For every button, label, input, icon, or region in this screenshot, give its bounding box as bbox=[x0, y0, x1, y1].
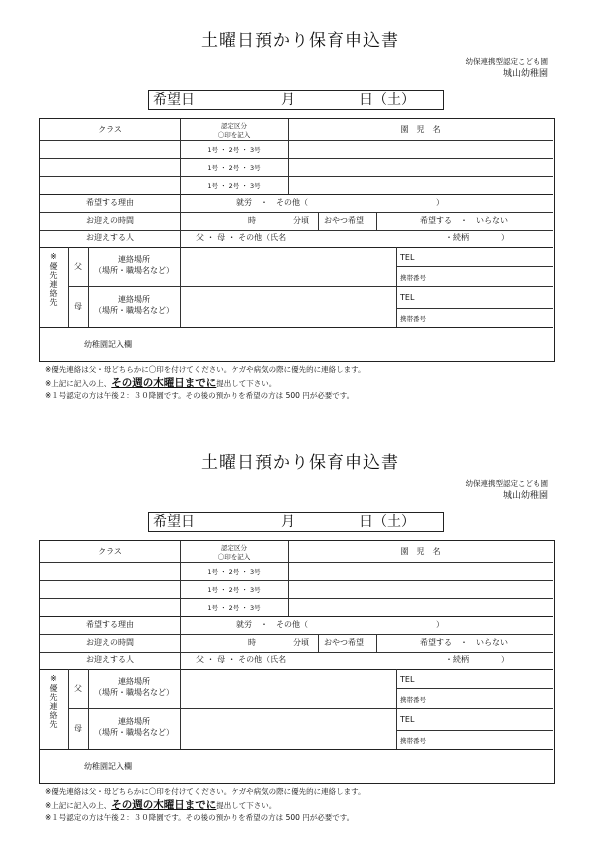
father-label[interactable]: 父 bbox=[74, 684, 82, 693]
cert-header-2: 〇印を記入 bbox=[217, 131, 251, 139]
form-title: 土曜日預かり保育申込書 bbox=[201, 31, 399, 51]
reason-options[interactable]: 就労 ・ その他（ ） bbox=[236, 620, 444, 629]
application-form-1 bbox=[0, 8, 600, 423]
cert-header-2: 〇印を記入 bbox=[217, 553, 251, 561]
day-label: 日（土） bbox=[359, 92, 415, 108]
father-contact-place-2: （場所・職場名など） bbox=[94, 688, 174, 697]
pickup-person-options[interactable]: 父 ・ 母 ・ その他（氏名 bbox=[196, 655, 287, 664]
application-form-2 bbox=[0, 430, 600, 845]
note-2-deadline: その週の木曜日までに bbox=[111, 798, 217, 811]
cert-header-1: 認定区分 bbox=[221, 122, 247, 130]
snack-label: おやつ希望 bbox=[324, 216, 364, 225]
cert-option-1[interactable]: 1号 ・ 2号 ・ 3号 bbox=[207, 568, 261, 576]
notes bbox=[45, 786, 366, 825]
reason-label: 希望する理由 bbox=[86, 198, 134, 207]
hour-label: 時 bbox=[248, 638, 256, 647]
pickup-time-label: お迎えの時間 bbox=[86, 638, 134, 647]
reason-options[interactable]: 就労 ・ その他（ ） bbox=[236, 198, 444, 207]
father-contact-place-1: 連絡場所 bbox=[118, 677, 150, 686]
snack-options[interactable]: 希望する ・ いらない bbox=[420, 216, 508, 225]
desired-date-field[interactable] bbox=[148, 512, 444, 532]
pickup-time-label: お迎えの時間 bbox=[86, 216, 134, 225]
cert-option-3[interactable]: 1号 ・ 2号 ・ 3号 bbox=[207, 182, 261, 190]
father-contact-place-2: （場所・職場名など） bbox=[94, 266, 174, 275]
hour-label: 時 bbox=[248, 216, 256, 225]
note-3: ※１号認定の方は午後２：３０降園です。その後の預かりを希望の方は 500 円が必要です。 bbox=[45, 391, 355, 400]
month-label: 月 bbox=[281, 514, 295, 530]
desired-date-label: 希望日 bbox=[153, 514, 195, 530]
snack-options[interactable]: 希望する ・ いらない bbox=[420, 638, 508, 647]
mother-label[interactable]: 母 bbox=[74, 302, 82, 311]
mother-contact-place-2: （場所・職場名など） bbox=[94, 728, 174, 737]
pickup-person-options[interactable]: 父 ・ 母 ・ その他（氏名 bbox=[196, 233, 287, 242]
note-3: ※１号認定の方は午後２：３０降園です。その後の預かりを希望の方は 500 円が必要です。 bbox=[45, 813, 355, 822]
father-mobile-label: 携帯番号 bbox=[400, 696, 426, 704]
note-1: ※優先連絡は父・母どちらかに〇印を付けてください。ケガや病気の際に優先的に連絡します。 bbox=[45, 365, 366, 374]
organization bbox=[466, 56, 549, 80]
mother-contact-place-1: 連絡場所 bbox=[118, 717, 150, 726]
cert-option-1[interactable]: 1号 ・ 2号 ・ 3号 bbox=[207, 146, 261, 154]
organization bbox=[466, 478, 549, 502]
reason-label: 希望する理由 bbox=[86, 620, 134, 629]
snack-label: おやつ希望 bbox=[324, 638, 364, 647]
father-tel-label: TEL bbox=[400, 675, 415, 684]
child-name-header: 園 児 名 bbox=[400, 125, 441, 134]
office-use-label: 幼稚園記入欄 bbox=[84, 340, 132, 349]
father-tel-label: TEL bbox=[400, 253, 415, 262]
day-label: 日（土） bbox=[359, 514, 415, 530]
org-type: 幼保連携型認定こども園 bbox=[465, 57, 548, 66]
application-table bbox=[39, 540, 555, 784]
relation-label: ・続柄 ） bbox=[445, 233, 509, 242]
form-title: 土曜日預かり保育申込書 bbox=[201, 453, 399, 473]
office-use-label: 幼稚園記入欄 bbox=[84, 762, 132, 771]
month-label: 月 bbox=[281, 92, 295, 108]
mother-contact-place-1: 連絡場所 bbox=[118, 295, 150, 304]
org-type: 幼保連携型認定こども園 bbox=[465, 479, 548, 488]
application-table bbox=[39, 118, 555, 362]
child-name-header: 園 児 名 bbox=[400, 547, 441, 556]
note-2: ※上記に記入の上、その週の木曜日までに提出して下さい。 bbox=[45, 376, 277, 389]
org-name: 城山幼稚園 bbox=[502, 491, 548, 501]
mother-tel-label: TEL bbox=[400, 715, 415, 724]
cert-option-3[interactable]: 1号 ・ 2号 ・ 3号 bbox=[207, 604, 261, 612]
mother-contact-place-2: （場所・職場名など） bbox=[94, 306, 174, 315]
pickup-person-label: お迎えする人 bbox=[86, 233, 134, 242]
desired-date-label: 希望日 bbox=[153, 92, 195, 108]
mother-label[interactable]: 母 bbox=[74, 724, 82, 733]
priority-contact-label: ※優先連絡先 bbox=[49, 674, 58, 729]
mother-tel-label: TEL bbox=[400, 293, 415, 302]
cert-option-2[interactable]: 1号 ・ 2号 ・ 3号 bbox=[207, 586, 261, 594]
minute-label: 分頃 bbox=[293, 638, 309, 647]
father-mobile-label: 携帯番号 bbox=[400, 274, 426, 282]
relation-label: ・続柄 ） bbox=[445, 655, 509, 664]
notes bbox=[45, 364, 366, 403]
note-2: ※上記に記入の上、その週の木曜日までに提出して下さい。 bbox=[45, 798, 277, 811]
pickup-person-label: お迎えする人 bbox=[86, 655, 134, 664]
priority-contact-label: ※優先連絡先 bbox=[49, 252, 58, 307]
father-label[interactable]: 父 bbox=[74, 262, 82, 271]
father-contact-place-1: 連絡場所 bbox=[118, 255, 150, 264]
class-header: クラス bbox=[98, 547, 122, 556]
mother-mobile-label: 携帯番号 bbox=[400, 315, 426, 323]
note-1: ※優先連絡は父・母どちらかに〇印を付けてください。ケガや病気の際に優先的に連絡します。 bbox=[45, 787, 366, 796]
cert-header-1: 認定区分 bbox=[221, 544, 247, 552]
class-header: クラス bbox=[98, 125, 122, 134]
org-name: 城山幼稚園 bbox=[502, 69, 548, 79]
desired-date-field[interactable] bbox=[148, 90, 444, 110]
cert-option-2[interactable]: 1号 ・ 2号 ・ 3号 bbox=[207, 164, 261, 172]
minute-label: 分頃 bbox=[293, 216, 309, 225]
note-2-deadline: その週の木曜日までに bbox=[111, 376, 217, 389]
mother-mobile-label: 携帯番号 bbox=[400, 737, 426, 745]
